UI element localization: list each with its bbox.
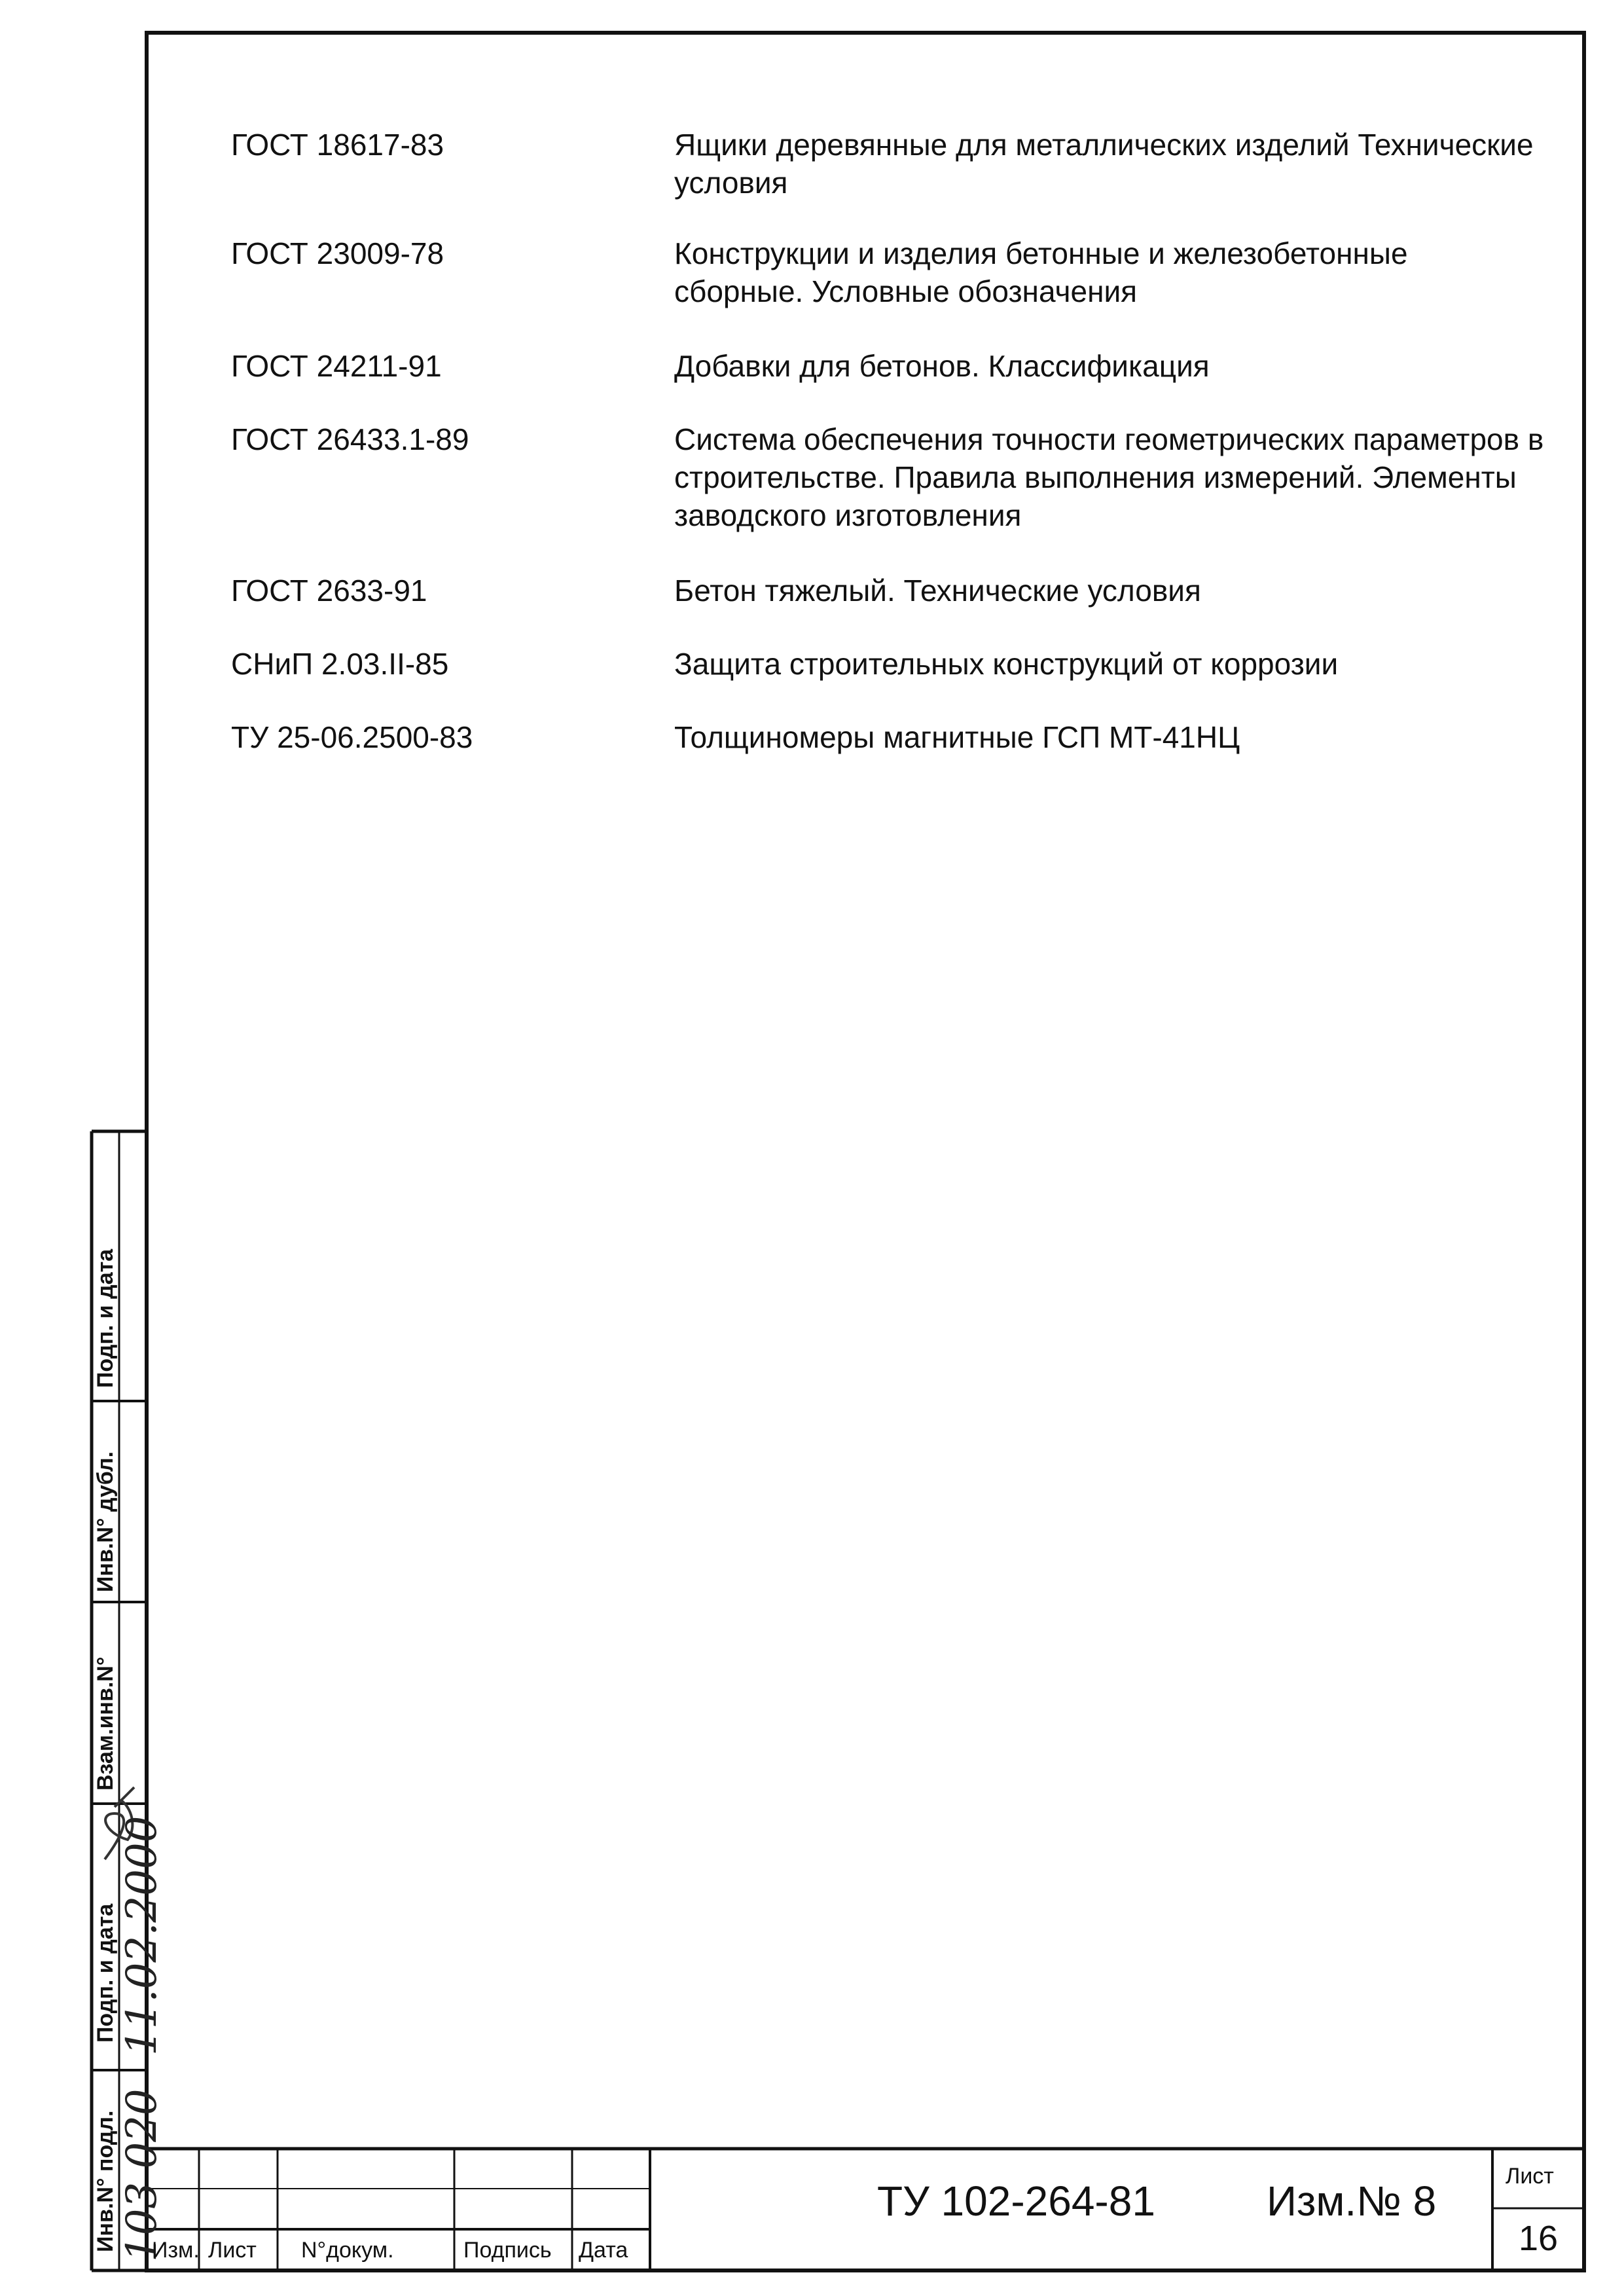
reference-code: ГОСТ 18617-83 [231,128,444,162]
side-label-sign-date-2: Подп. и дата [93,1248,118,1388]
side-label-replacement-inv: Взам.инв.N° [93,1656,118,1791]
column-label-revision: Изм. [152,2238,200,2263]
reference-code: ГОСТ 24211-91 [231,349,442,383]
reference-title: Толщиномеры магнитные ГСП МТ-41НЦ [674,720,1240,754]
side-label-sign-date: Подп. и дата [93,1903,118,2043]
side-label-duplicate-inv: Инв.N° дубл. [93,1451,118,1592]
reference-code: ГОСТ 26433.1-89 [231,422,469,456]
reference-code: ГОСТ 2633-91 [231,574,427,608]
document-designation: ТУ 102-264-81 [877,2178,1155,2225]
sheet-number: 16 [1519,2219,1559,2258]
handwritten-inventory-number: 103 020 [118,2088,166,2262]
column-label-document-number: N°докум. [301,2238,394,2263]
column-label-sheet: Лист [208,2238,257,2263]
reference-title: Добавки для бетонов. Классификация [674,349,1210,383]
reference-title: Ящики деревянные для металлических изделий Технические условия [674,128,1534,200]
reference-title: Защита строительных конструкций от коррозии [674,647,1339,681]
reference-code: ГОСТ 23009-78 [231,236,444,270]
reference-title: Бетон тяжелый. Технические условия [674,574,1201,608]
handwritten-sign-date: 11.02.2000 [118,1815,166,2056]
revision-number: Изм.№ 8 [1267,2178,1437,2225]
column-label-date: Дата [579,2238,628,2263]
reference-title: Система обеспечения точности геометрических параметров в строительстве. Правила выполнения измерений. Элементы заводского изготовления [674,422,1544,532]
side-label-inv-original: Инв.N° подл. [93,2110,118,2252]
column-label-signature: Подпись [463,2238,552,2263]
sheet-label: Лист [1506,2164,1554,2189]
reference-code: СНиП 2.03.II-85 [231,647,449,681]
reference-code: ТУ 25-06.2500-83 [231,720,473,754]
reference-title: Конструкции и изделия бетонные и железобетонные сборные. Условные обозначения [674,236,1408,308]
